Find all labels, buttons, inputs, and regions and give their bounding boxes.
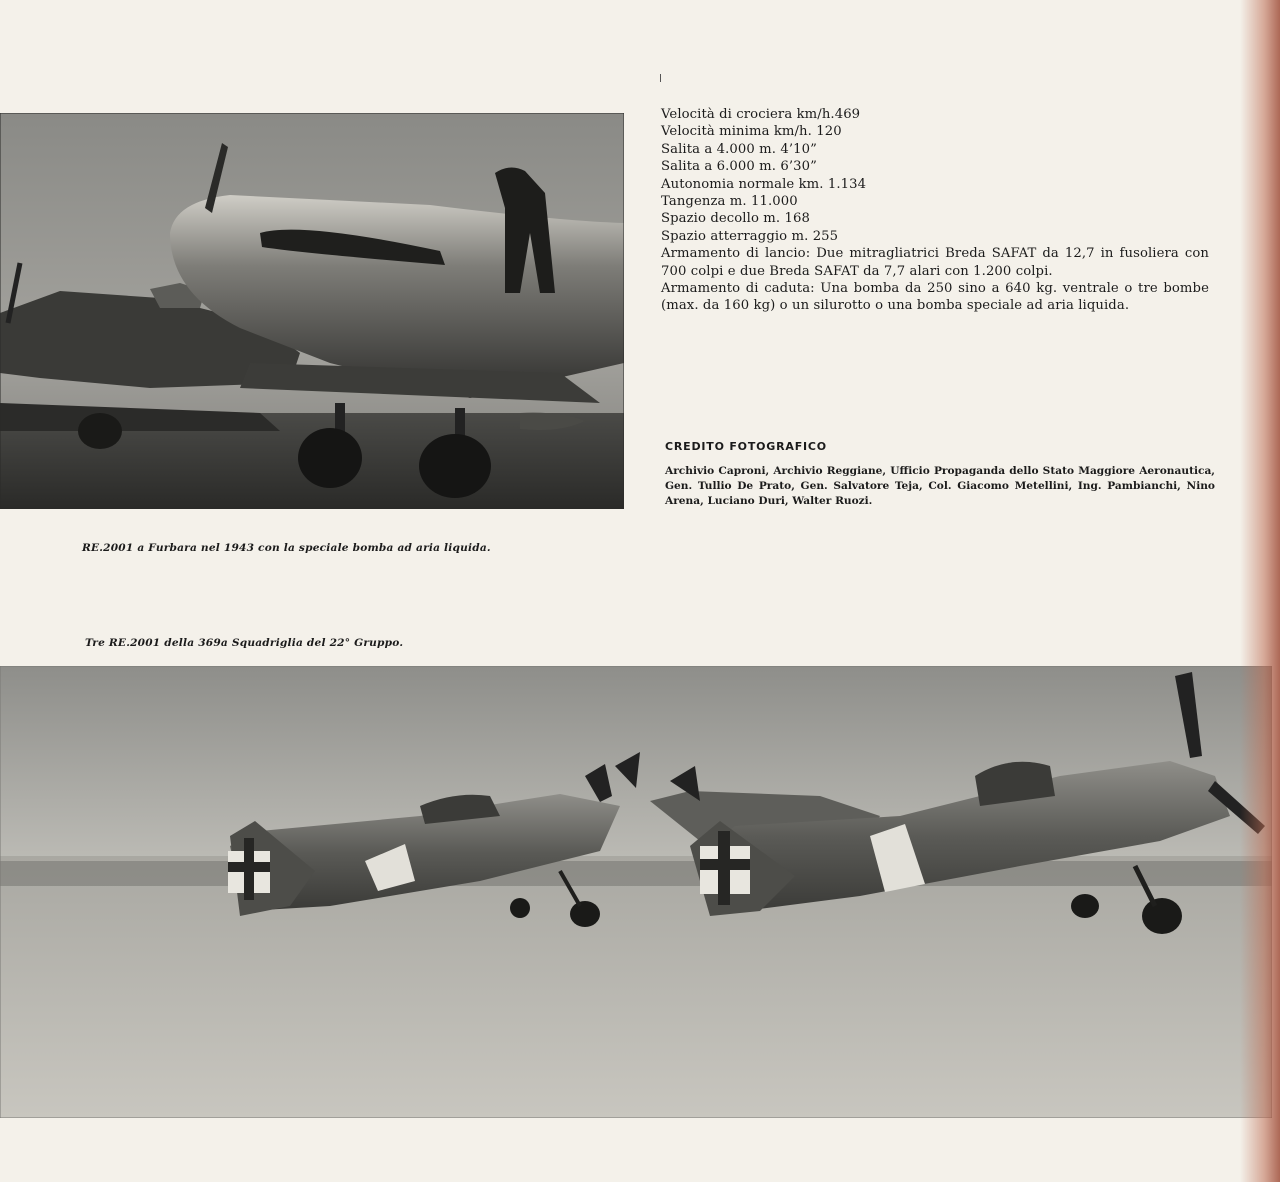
- photo-three-re2001: [0, 666, 1272, 1118]
- page-edge-shadow: [1240, 0, 1280, 1182]
- spec-range: Autonomia normale km. 1.134: [661, 176, 867, 192]
- photo-three-re2001-image: [0, 666, 1272, 1118]
- spec-min-speed: Velocità minima km/h. 120: [661, 124, 842, 140]
- photo-credits-text: Archivio Caproni, Archivio Reggiane, Ufficio Propaganda dello Stato Maggiore Aeronautica, Gen. Tullio De Prato, Gen. Salvatore Teja, Col. Giacomo Metellini, Ing. Pambianchi, Nino Arena, Luciano Duri, Walter Ruozi.: [665, 465, 1215, 507]
- photo-re2001-furbara-image: [0, 113, 624, 509]
- specifications-block: [661, 106, 1209, 315]
- spec-armament-guns: Armamento di lancio: Due mitragliatrici Breda SAFAT da 12,7 in fusoliera con 700 colpi e due Breda SAFAT da 7,7 alari con 1.200 colpi.: [661, 246, 1209, 279]
- spec-armament-bombs: Armamento di caduta: Una bomba da 250 sino a 640 kg. ventrale o tre bombe (max. da 160 kg) o un silurotto o una bomba speciale ad aria liquida.: [661, 281, 1209, 314]
- spec-cruise-speed: Velocità di crociera km/h.469: [661, 107, 861, 122]
- photo-credits-title: CREDITO FOTOGRAFICO: [665, 440, 827, 453]
- spec-landing-run: Spazio atterraggio m. 255: [661, 228, 839, 244]
- caption-bottom-photo: Tre RE.2001 della 369a Squadriglia del 22° Gruppo.: [85, 637, 404, 649]
- photo-re2001-furbara: [0, 113, 624, 509]
- spec-climb-6000: Salita a 6.000 m. 6’30”: [661, 159, 817, 175]
- spec-ceiling: Tangenza m. 11.000: [661, 194, 798, 210]
- print-mark: [660, 74, 661, 82]
- caption-top-photo: RE.2001 a Furbara nel 1943 con la speciale bomba ad aria liquida.: [82, 542, 491, 554]
- spec-takeoff-run: Spazio decollo m. 168: [661, 211, 810, 227]
- spec-climb-4000: Salita a 4.000 m. 4’10”: [661, 141, 817, 157]
